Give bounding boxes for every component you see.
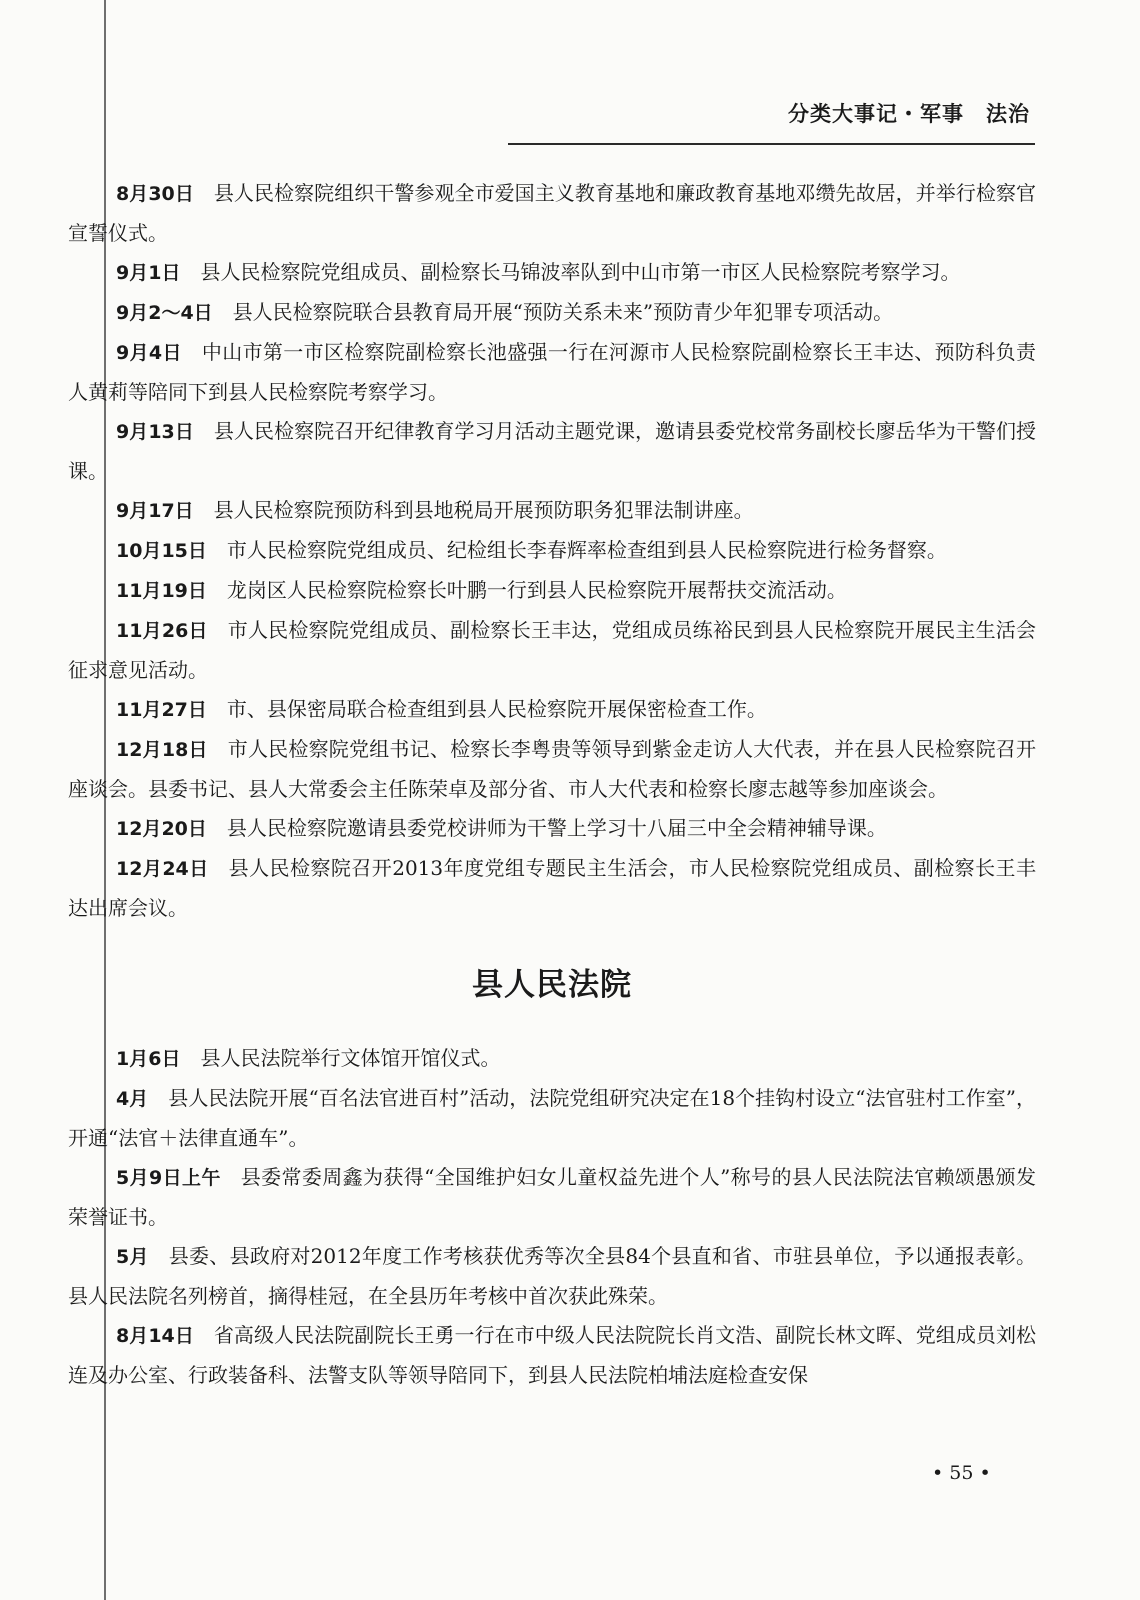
entry-text: 县人民检察院组织干警参观全市爱国主义教育基地和廉政教育基地邓缵先故居，并举行检察官宣誓仪式。 — [68, 181, 1036, 245]
section-title: 县人民法院 — [472, 967, 632, 1003]
chronicle-entry — [68, 809, 1036, 849]
entry-date: 5月9日上午 — [116, 1167, 221, 1189]
entry-text: 省高级人民法院副院长王勇一行在市中级人民法院院长肖文浩、副院长林文晖、党组成员刘松连及办公室、行政装备科、法警支队等领导陪同下，到县人民法院柏埔法庭检查安保 — [68, 1323, 1036, 1387]
entry-text: 县人民检察院联合县教育局开展“预防关系未来”预防青少年犯罪专项活动。 — [232, 300, 894, 324]
entry-text: 县人民法院举行文体馆开馆仪式。 — [200, 1046, 501, 1070]
entry-text: 县委、县政府对2012年度工作考核获优秀等次全县84个县直和省、市驻县单位，予以通报表彰。县人民法院名列榜首，摘得桂冠，在全县历年考核中首次获此殊荣。 — [68, 1244, 1036, 1308]
entry-text: 县委常委周鑫为获得“全国维护妇女儿童权益先进个人”称号的县人民法院法官赖颂愚颁发荣誉证书。 — [68, 1165, 1036, 1229]
chronicle-entry — [68, 491, 1036, 531]
chronicle-entry — [68, 333, 1036, 412]
entry-text: 县人民检察院召开纪律教育学习月活动主题党课，邀请县委党校常务副校长廖岳华为干警们授课。 — [68, 419, 1036, 483]
chronicle-entry — [68, 690, 1036, 730]
entry-text: 市、县保密局联合检查组到县人民检察院开展保密检查工作。 — [226, 697, 767, 721]
entry-date: 11月26日 — [116, 620, 208, 642]
entry-date: 9月4日 — [116, 342, 182, 364]
entry-date: 8月30日 — [116, 183, 194, 205]
chronicle-entry — [68, 412, 1036, 491]
chronicle-entry — [68, 293, 1036, 333]
chronicle-entry — [68, 174, 1036, 253]
entry-text: 县人民法院开展“百名法官进百村”活动，法院党组研究决定在18个挂钩村设立“法官驻村工作室”，开通“法官＋法律直通车”。 — [68, 1086, 1036, 1150]
entry-date: 10月15日 — [116, 540, 207, 562]
entry-date: 11月27日 — [116, 699, 207, 721]
entry-date: 12月24日 — [116, 858, 209, 880]
entry-text: 市人民检察院党组成员、纪检组长李春辉率检查组到县人民检察院进行检务督察。 — [226, 538, 947, 562]
entry-text: 县人民检察院召开2013年度党组专题民主生活会，市人民检察院党组成员、副检察长王丰达出席会议。 — [68, 856, 1036, 920]
entry-text: 中山市第一市区检察院副检察长池盛强一行在河源市人民检察院副检察长王丰达、预防科负责人黄莉等陪同下到县人民检察院考察学习。 — [68, 340, 1036, 404]
entries-procuratorate — [68, 174, 1036, 928]
entry-date: 12月18日 — [116, 739, 208, 761]
entry-text: 市人民检察院党组成员、副检察长王丰达，党组成员练裕民到县人民检察院开展民主生活会征求意见活动。 — [68, 618, 1036, 682]
chronicle-entry — [68, 1316, 1036, 1395]
entry-date: 5月 — [116, 1246, 149, 1268]
entries-court — [68, 1039, 1036, 1395]
chronicle-entry — [68, 571, 1036, 611]
page-number: • 55 • — [932, 1462, 991, 1484]
chronicle-entry — [68, 1079, 1036, 1158]
entry-date: 4月 — [116, 1088, 149, 1110]
chronicle-entry — [68, 730, 1036, 809]
entry-date: 9月2～4日 — [116, 302, 213, 324]
chronicle-entry — [68, 531, 1036, 571]
entry-date: 9月17日 — [116, 500, 194, 522]
chronicle-entry — [68, 1237, 1036, 1316]
chronicle-entry — [68, 611, 1036, 690]
chronicle-entry — [68, 849, 1036, 928]
running-head: 分类大事记・军事 法治 — [788, 101, 1030, 126]
entry-date: 9月1日 — [116, 262, 181, 284]
entry-text: 市人民检察院党组书记、检察长李粤贵等领导到紫金走访人大代表，并在县人民检察院召开座谈会。县委书记、县人大常委会主任陈荣卓及部分省、市人大代表和检察长廖志越等参加座谈会。 — [68, 737, 1036, 801]
entry-date: 11月19日 — [116, 580, 207, 602]
entry-date: 9月13日 — [116, 421, 194, 443]
entry-text: 县人民检察院预防科到县地税局开展预防职务犯罪法制讲座。 — [213, 498, 754, 522]
entry-text: 龙岗区人民检察院检察长叶鹏一行到县人民检察院开展帮扶交流活动。 — [226, 578, 847, 602]
entry-date: 12月20日 — [116, 818, 207, 840]
body-text — [68, 174, 1036, 1395]
entry-text: 县人民检察院党组成员、副检察长马锦波率队到中山市第一市区人民检察院考察学习。 — [200, 260, 961, 284]
header-rule — [508, 143, 1035, 145]
chronicle-entry — [68, 1158, 1036, 1237]
chronicle-entry — [68, 253, 1036, 293]
entry-text: 县人民检察院邀请县委党校讲师为干警上学习十八届三中全会精神辅导课。 — [226, 816, 887, 840]
entry-date: 8月14日 — [116, 1325, 194, 1347]
chronicle-entry — [68, 1039, 1036, 1079]
entry-date: 1月6日 — [116, 1048, 181, 1070]
